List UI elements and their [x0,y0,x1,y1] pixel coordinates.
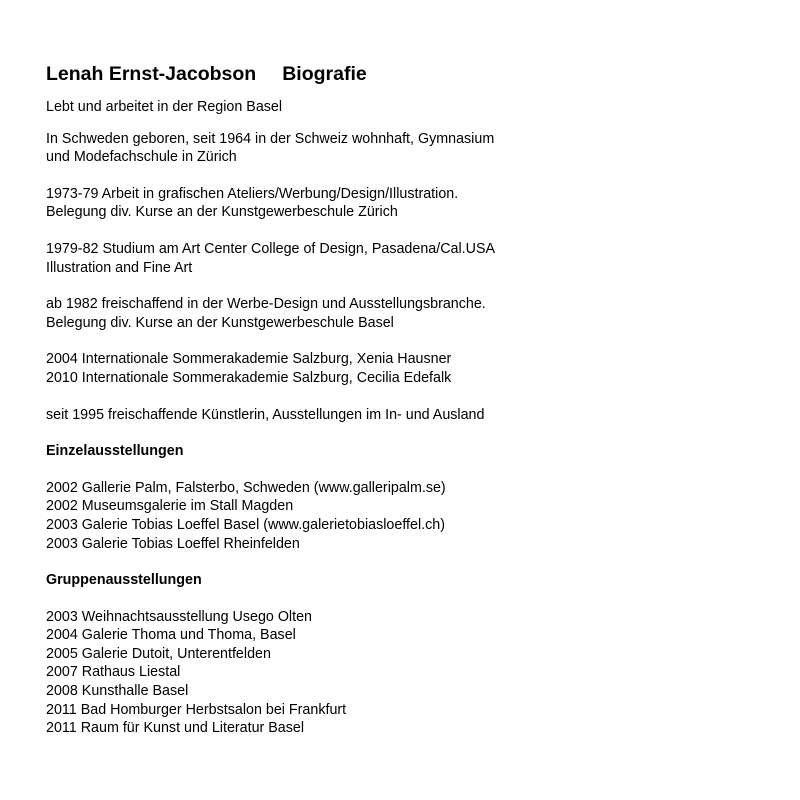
summer-academy-paragraph [46,350,766,387]
list-item: 2011 Bad Homburger Herbstsalon bei Frankfurt [46,701,347,718]
list-item: 2004 Galerie Thoma und Thoma, Basel [46,627,296,644]
residence-paragraph [46,98,766,117]
residence-line: Lebt und arbeitet in der Region Basel [46,99,283,115]
list-item: 2011 Raum für Kunst und Literatur Basel [46,720,305,737]
title-biografie: Biografie [282,63,367,85]
list-item: 2008 Kunsthalle Basel [46,683,189,700]
biography-document [46,62,766,738]
spacer [46,424,766,442]
solo-exhibitions-list [46,479,766,553]
paragraph-line: Illustration and Fine Art [46,259,193,276]
list-item: 2003 Weihnachtsausstellung Usego Olten [46,608,312,625]
list-item: 2003 Galerie Tobias Loeffel Basel (www.galerietobiasloeffel.ch) [46,516,445,533]
spacer [46,332,766,350]
spacer [46,590,766,608]
artist-since-paragraph [46,406,766,425]
list-item: 2002 Museumsgalerie im Stall Magden [46,498,294,515]
studies-paragraph [46,240,766,277]
paragraph-line: Belegung div. Kurse an der Kunstgewerbeschule Zürich [46,204,398,221]
spacer [46,277,766,295]
list-item: 2002 Gallerie Palm, Falsterbo, Schweden (www.galleripalm.se) [46,479,446,496]
spacer [46,461,766,479]
ateliers-paragraph [46,185,766,222]
group-exhibitions-heading: Gruppenausstellungen [46,572,202,589]
spacer [46,167,766,185]
list-item: 2003 Galerie Tobias Loeffel Rheinfelden [46,535,300,552]
spacer [46,388,766,406]
spacer [46,553,766,571]
list-item: 2007 Rathaus Liestal [46,664,181,681]
spacer [46,117,766,130]
spacer [46,222,766,240]
paragraph-line: Belegung div. Kurse an der Kunstgewerbeschule Basel [46,314,394,331]
paragraph-line: In Schweden geboren, seit 1964 in der Schweiz wohnhaft, Gymnasium [46,130,495,147]
artist-name: Lenah Ernst-Jacobson [46,63,257,85]
birth-education-paragraph [46,130,766,167]
paragraph-line: ab 1982 freischaffend in der Werbe-Design und Ausstellungsbranche. [46,296,486,313]
freelance-paragraph [46,295,766,332]
list-item: 2005 Galerie Dutoit, Unterentfelden [46,645,271,662]
paragraph-line: 2004 Internationale Sommerakademie Salzburg, Xenia Hausner [46,351,452,368]
group-exhibitions-list [46,608,766,738]
paragraph-line: seit 1995 freischaffende Künstlerin, Ausstellungen im In- und Ausland [46,406,485,423]
document-title [46,62,766,86]
paragraph-line: 1979-82 Studium am Art Center College of Design, Pasadena/Cal.USA [46,240,496,257]
solo-exhibitions-heading: Einzelausstellungen [46,443,184,460]
paragraph-line: 2010 Internationale Sommerakademie Salzburg, Cecilia Edefalk [46,369,452,386]
paragraph-line: und Modefachschule in Zürich [46,149,237,166]
paragraph-line: 1973-79 Arbeit in grafischen Ateliers/Werbung/Design/Illustration. [46,185,459,202]
